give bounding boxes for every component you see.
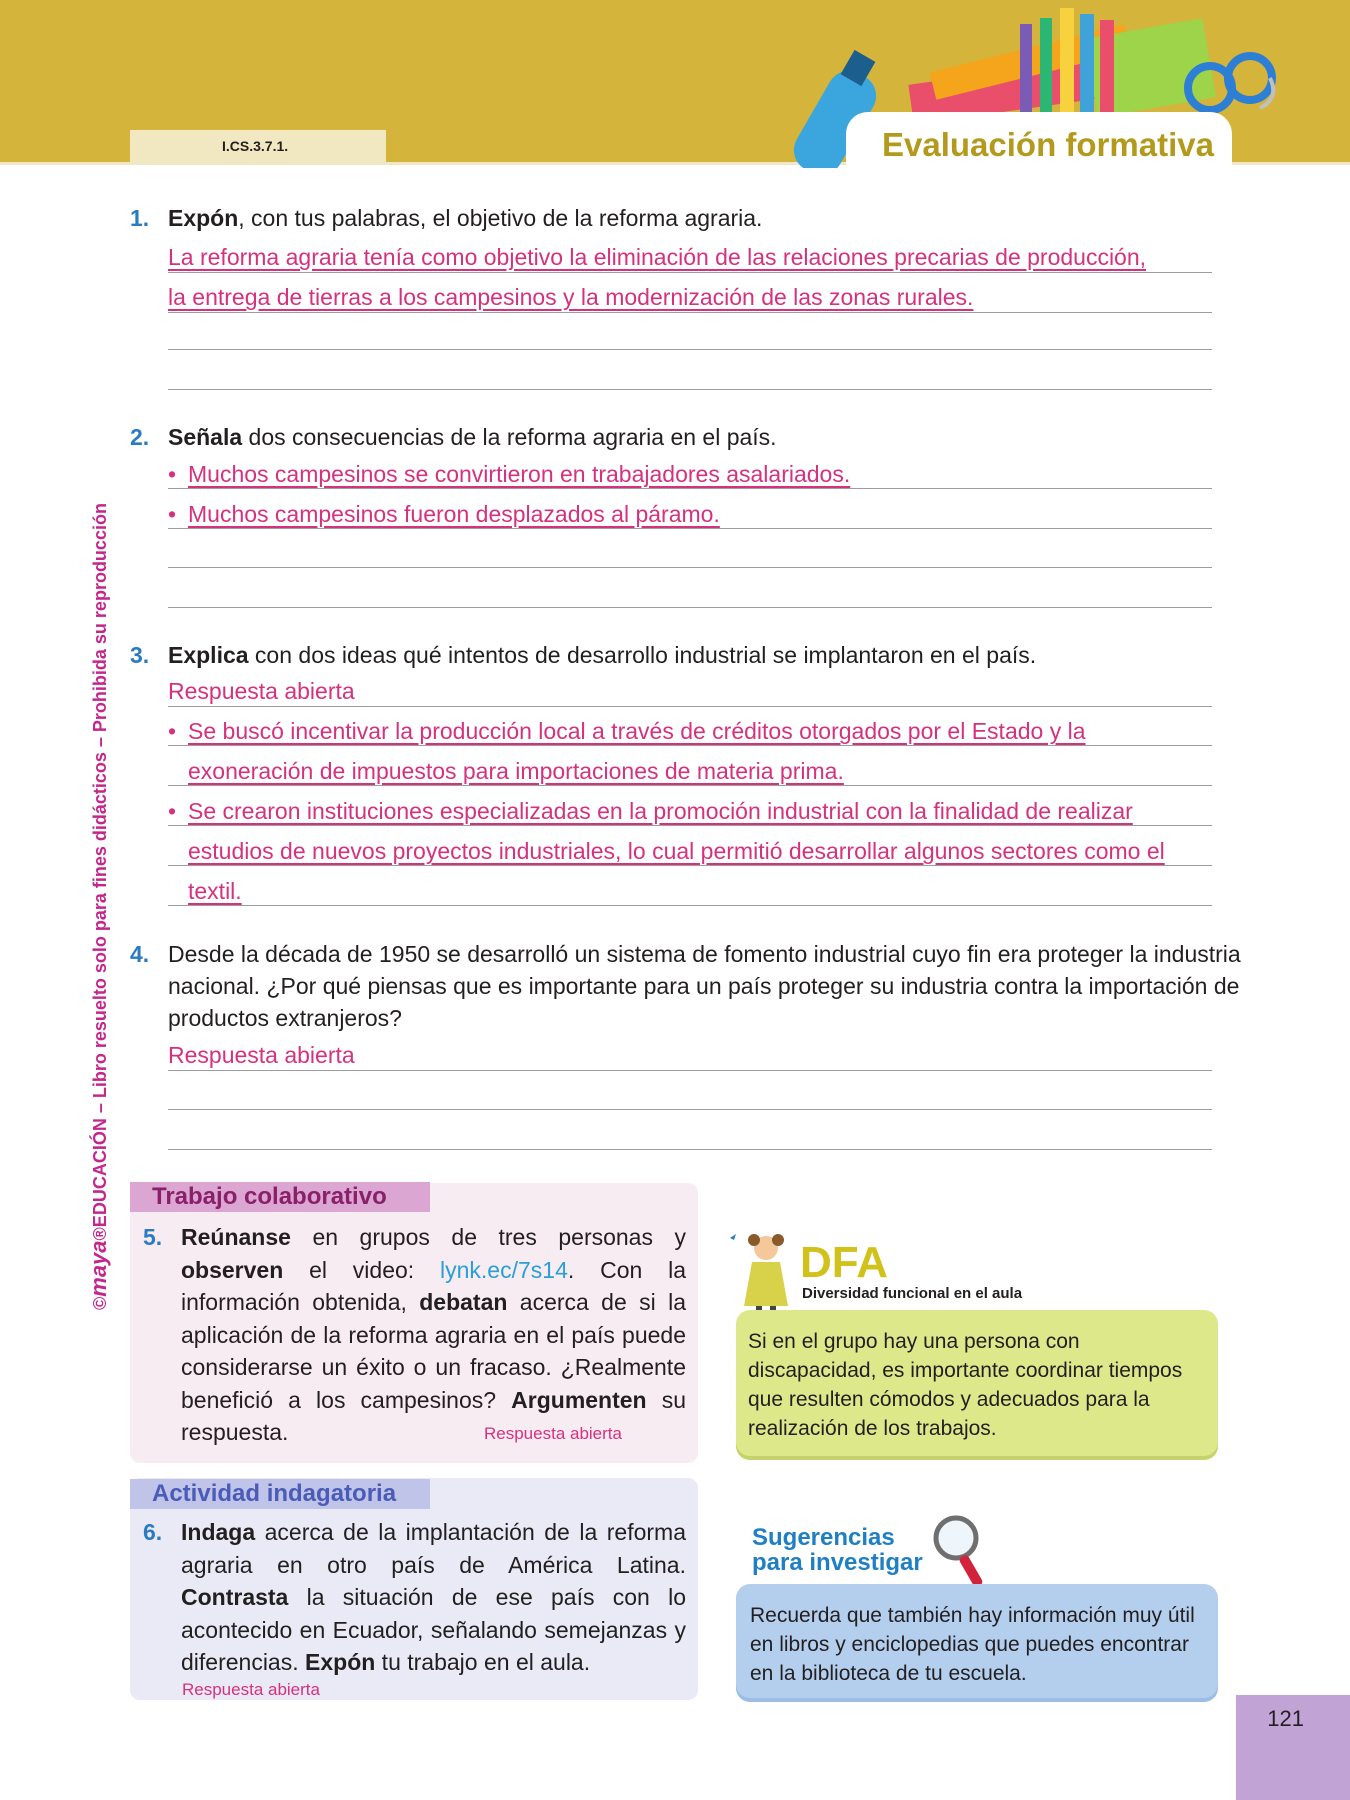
answer-text: Respuesta abierta: [168, 678, 355, 704]
question-verb: Expón: [168, 205, 239, 231]
answer-line: [168, 876, 1212, 906]
verb: Expón: [305, 1649, 376, 1675]
verb: Reúnanse: [181, 1224, 291, 1250]
question-verb: Explica: [168, 642, 249, 668]
question-text: [168, 639, 1243, 671]
page-number: 121: [1267, 1706, 1304, 1731]
question-number: 4.: [130, 941, 150, 967]
brand-name: maya: [86, 1240, 111, 1297]
answer-text: Muchos campesinos fueron desplazados al páramo.: [188, 501, 720, 527]
text-fragment: su respuesta.: [181, 1386, 686, 1445]
blank-answer-line: [168, 389, 1212, 390]
copyright-note: EDUCACIÓN – Libro resuelto solo para fines didácticos – Prohibida su reproducción: [90, 503, 110, 1228]
question-number: 1.: [130, 205, 150, 231]
video-link[interactable]: lynk.ec/7s14: [440, 1256, 568, 1283]
suggestions-title-line1: Sugerencias: [752, 1524, 895, 1551]
verb: Argumenten: [511, 1386, 647, 1413]
answer-line: [168, 499, 1212, 529]
answer-line: [168, 836, 1212, 866]
blank-answer-line: [168, 567, 1212, 568]
verb: debatan: [419, 1289, 508, 1315]
text-fragment: el video:: [283, 1256, 441, 1283]
answer-line: [168, 242, 1212, 273]
text-fragment: acerca de si la aplicación de la reforma agraria en el país puede considerarse un éxito o un fracaso. ¿Realmente benefició a los campesinos?: [181, 1289, 686, 1413]
answer-text: Se crearon instituciones especializadas en la promoción industrial con la finalidad de realizar: [188, 798, 1133, 824]
answer-text: la entrega de tierras a los campesinos y la modernización de las zonas rurales.: [168, 284, 974, 310]
answer-line: [168, 459, 1212, 489]
magnifying-glass-icon: [930, 1512, 990, 1592]
text-fragment: en grupos de tres personas y: [290, 1224, 686, 1250]
blank-answer-line: [168, 607, 1212, 608]
answer-text: La reforma agraria tenía como objetivo la eliminación de las relaciones precarias de producción,: [168, 244, 1147, 270]
blank-answer-line: [168, 1149, 1212, 1150]
text-fragment: . Con la información obtenida,: [181, 1256, 687, 1315]
question-text: [168, 421, 1243, 453]
question-text: [168, 202, 1243, 234]
question-text: Desde la década de 1950 se desarrolló un sistema de fomento industrial cuyo fin era proteger la industria nacional. ¿Por qué piensas que es importante para un país proteger su industria contra la importación de productos extranjeros?: [168, 941, 1241, 1031]
blank-answer-line: [168, 1109, 1212, 1110]
answer-line: [168, 716, 1212, 746]
research-activity-title: Actividad indagatoria: [130, 1479, 430, 1509]
answer-line: [168, 1040, 1212, 1071]
question-body: con dos ideas qué intentos de desarrollo industrial se implantaron en el país.: [248, 642, 1037, 668]
verb: Contrasta: [181, 1584, 289, 1610]
registered-mark: ®: [90, 1227, 110, 1241]
answer-text: Se buscó incentivar la producción local a través de créditos otorgados por el Estado y la: [188, 718, 1086, 744]
research-activity-text: [143, 1516, 686, 1679]
text-fragment: la situación de ese país con lo acontecido en Ecuador, señalando semejanzas y diferencias.: [181, 1584, 686, 1675]
research-answer: Respuesta abierta: [182, 1680, 320, 1699]
answer-line: [168, 796, 1212, 826]
dfa-subtitle: Diversidad funcional en el aula: [802, 1285, 1023, 1302]
collaborative-answer: Respuesta abierta: [484, 1424, 622, 1443]
suggestions-title-line2: para investigar: [752, 1549, 923, 1576]
page-title: Evaluación formativa: [882, 126, 1214, 163]
text-fragment: tu trabajo en el aula.: [375, 1649, 591, 1675]
question-verb: Señala: [168, 424, 243, 450]
activity-number: 6.: [143, 1519, 163, 1545]
dfa-text: Si en el grupo hay una persona con discapacidad, es importante coordinar tiempos que resulten cómodos y adecuados para la realización de los trabajos.: [748, 1330, 1183, 1440]
indicator-code: I.CS.3.7.1.: [130, 130, 386, 162]
answer-line: [168, 756, 1212, 786]
activity-number: 5.: [143, 1224, 163, 1250]
dfa-logo: DFA: [800, 1238, 888, 1287]
answer-text: estudios de nuevos proyectos industriales, lo cual permitió desarrollar algunos sectores como el: [188, 838, 1165, 864]
copyright-side-text: [86, 503, 112, 1310]
question-body: dos consecuencias de la reforma agraria en el país.: [242, 424, 777, 450]
girl-illustration-icon: [722, 1228, 802, 1318]
answer-text: Respuesta abierta: [168, 1042, 355, 1068]
question-number: 3.: [130, 642, 150, 668]
question-number: 2.: [130, 424, 150, 450]
answer-text: exoneración de impuestos para importaciones de materia prima.: [188, 758, 844, 784]
answer-line: [168, 282, 1212, 313]
text-fragment: acerca de la implantación de la reforma agraria en otro país de América Latina.: [181, 1519, 686, 1578]
blank-answer-line: [168, 349, 1212, 350]
collaborative-work-text: [143, 1221, 687, 1449]
copyright-symbol: ©: [90, 1296, 110, 1310]
verb: Indaga: [181, 1519, 256, 1545]
answer-text: Muchos campesinos se convirtieron en trabajadores asalariados.: [188, 461, 851, 487]
answer-text: textil.: [188, 878, 242, 904]
question-body: , con tus palabras, el objetivo de la reforma agraria.: [238, 205, 763, 231]
collaborative-work-title: Trabajo colaborativo: [130, 1182, 430, 1212]
verb: observen: [181, 1256, 284, 1283]
answer-line: [168, 676, 1212, 707]
suggestions-title: [752, 1525, 923, 1575]
suggestions-text: Recuerda que también hay información muy útil en libros y enciclopedias que puedes encontrar en la biblioteca de tu escuela.: [750, 1604, 1195, 1685]
